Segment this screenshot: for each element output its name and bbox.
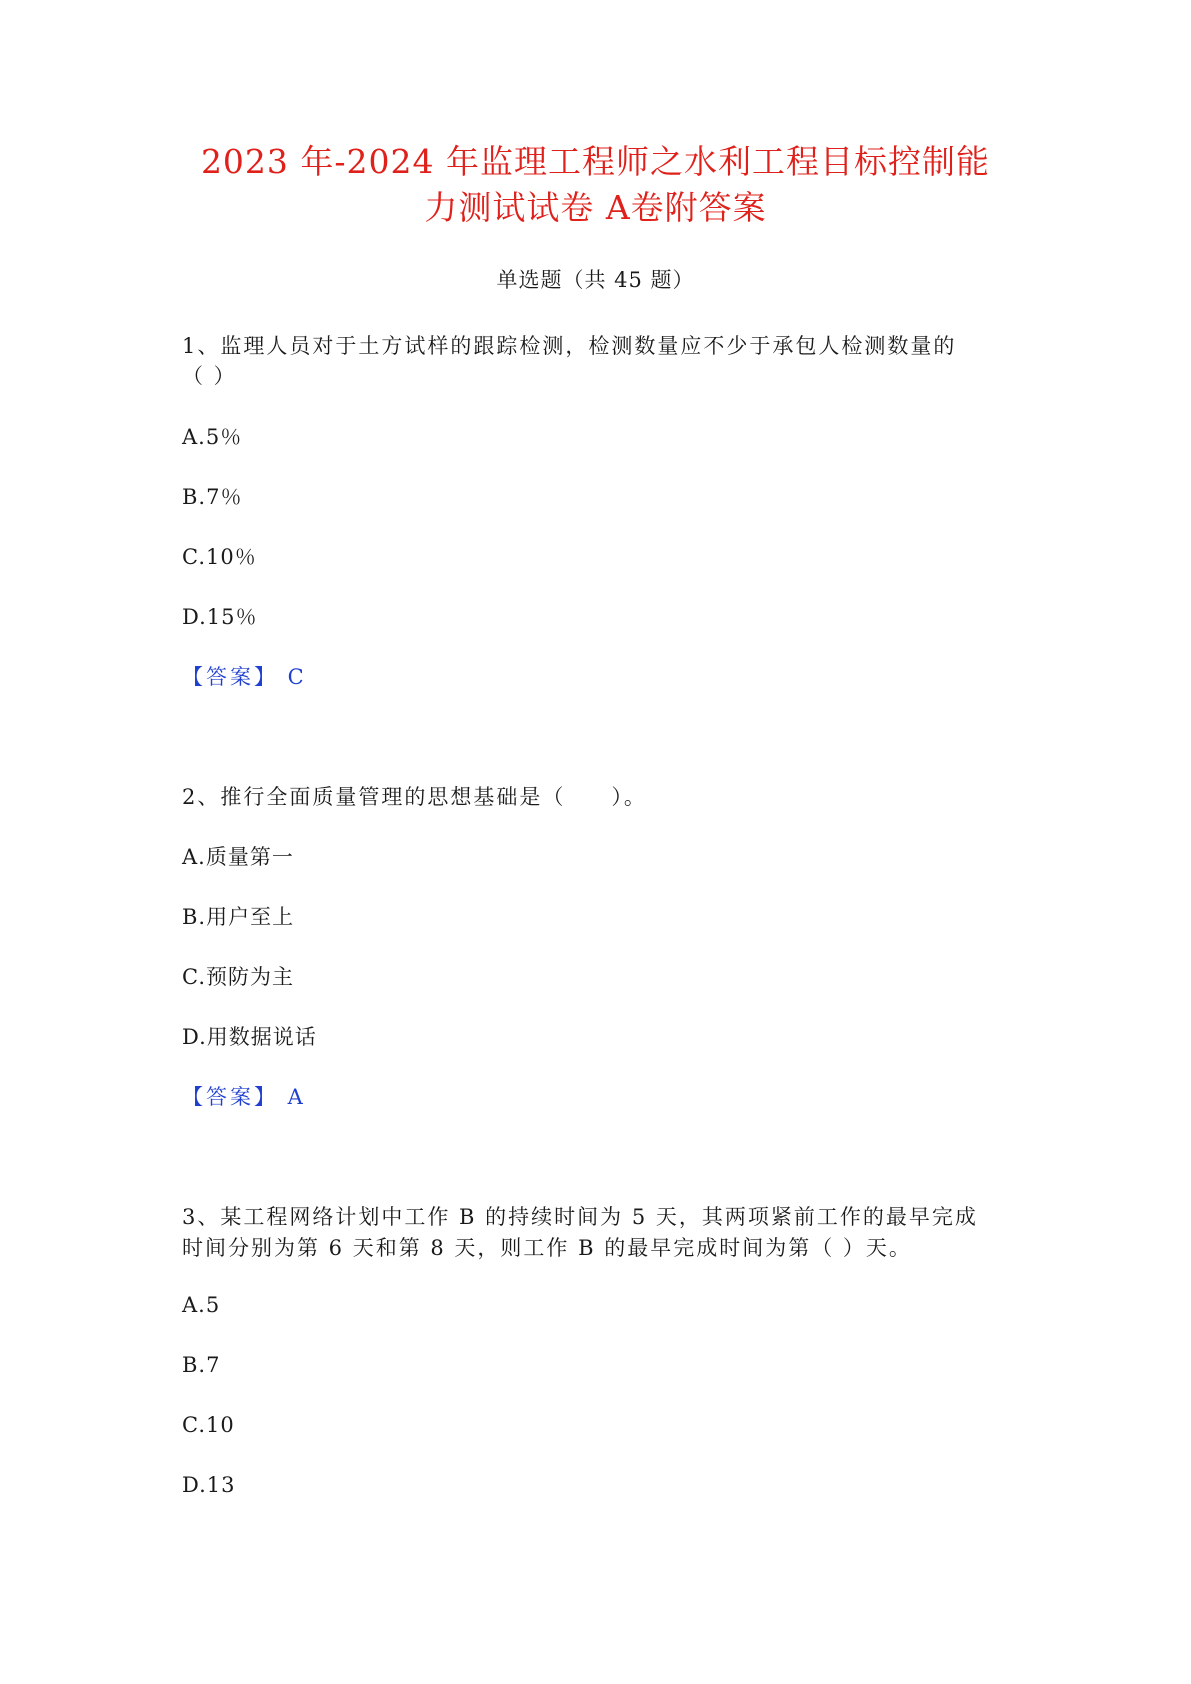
- section-heading: 单选题（共 45 题）: [496, 268, 695, 292]
- option-a: A.5: [182, 1293, 221, 1317]
- option-b: B.7％: [182, 485, 243, 509]
- option-c: C.预防为主: [182, 965, 294, 989]
- option-c: C.10％: [182, 545, 257, 569]
- question-stem: 1、监理人员对于土方试样的跟踪检测，检测数量应不少于承包人检测数量的: [182, 334, 957, 358]
- option-c: C.10: [182, 1413, 235, 1437]
- answer-label: 【答案】 C: [182, 665, 307, 689]
- option-b: B.用户至上: [182, 905, 295, 929]
- option-d: D.13: [182, 1473, 236, 1497]
- option-d: D.用数据说话: [182, 1025, 317, 1049]
- option-d: D.15％: [182, 605, 258, 629]
- document-title-line-2: 力测试试卷 A卷附答案: [424, 188, 767, 227]
- question-stem: 2、推行全面质量管理的思想基础是（ ）。: [182, 785, 647, 809]
- option-a: A.5％: [182, 425, 243, 449]
- question-stem: （ ）: [182, 364, 237, 388]
- question-stem: 3、某工程网络计划中工作 B 的持续时间为 5 天，其两项紧前工作的最早完成: [182, 1205, 978, 1229]
- answer-label: 【答案】 A: [182, 1085, 306, 1109]
- question-stem: 时间分别为第 6 天和第 8 天，则工作 B 的最早完成时间为第（ ）天。: [182, 1236, 912, 1260]
- option-b: B.7: [182, 1353, 221, 1377]
- document-title-line-1: 2023 年-2024 年监理工程师之水利工程目标控制能: [200, 142, 991, 181]
- option-a: A.质量第一: [182, 845, 294, 869]
